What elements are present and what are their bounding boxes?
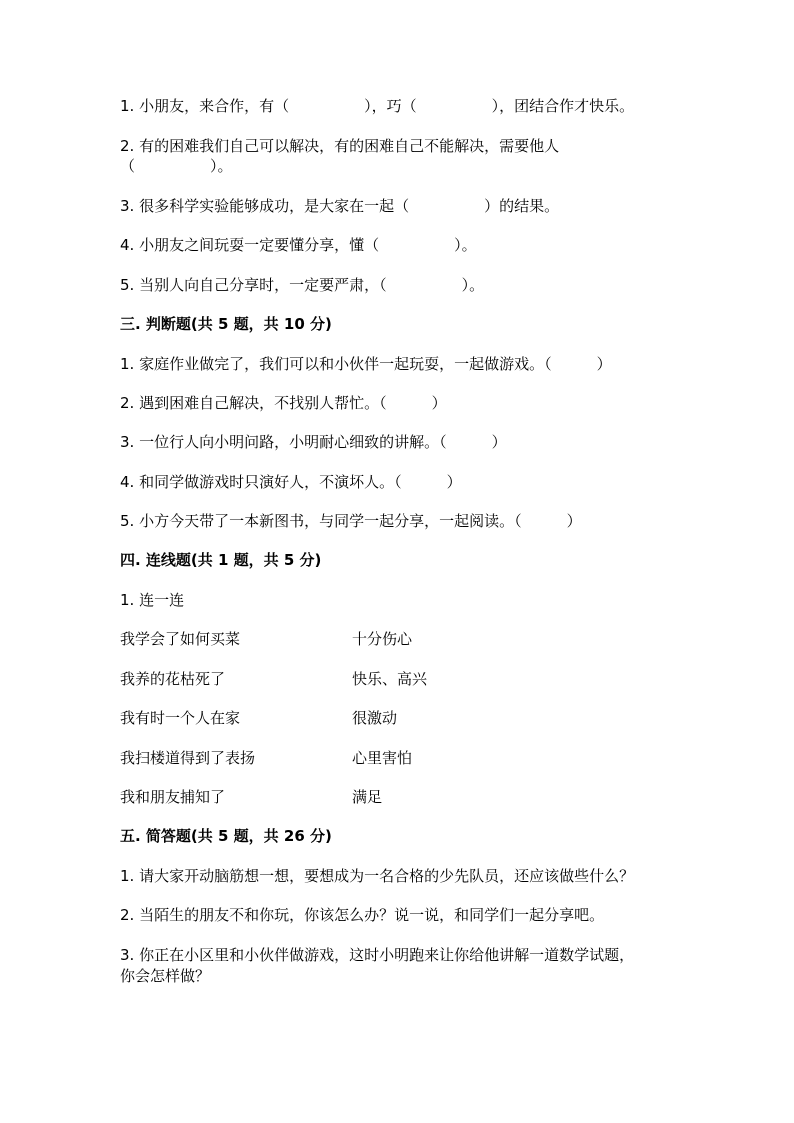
matching-left-item: 我学会了如何买菜 [120, 630, 241, 648]
judgment-q1: 1. 家庭作业做完了，我们可以和小伙伴一起玩耍，一起做游戏。（ ） [120, 355, 612, 373]
judgment-q5: 5. 小方今天带了一本新图书，与同学一起分享，一起阅读。（ ） [120, 512, 582, 530]
fill-blank-q5: 5. 当别人向自己分享时，一定要严肃，（ ）。 [120, 276, 485, 294]
judgment-q4: 4. 和同学做游戏时只演好人，不演坏人。（ ） [120, 473, 462, 491]
short-answer-q1: 1. 请大家开动脑筋想一想，要想成为一名合格的少先队员，还应该做些什么？ [120, 867, 635, 885]
section-heading-short-answer: 五. 简答题(共 5 题，共 26 分) [120, 827, 332, 845]
fill-blank-q2: 2. 有的困难我们自己可以解决，有的困难自己不能解决，需要他人 [120, 137, 560, 155]
fill-blank-q1: 1. 小朋友，来合作，有（ ），巧（ ），团结合作才快乐。 [120, 97, 635, 115]
section-heading-matching: 四. 连线题(共 1 题，共 5 分) [120, 551, 322, 569]
fill-blank-q4: 4. 小朋友之间玩耍一定要懂分享，懂（ ）。 [120, 236, 477, 254]
section-heading-judgment: 三. 判断题(共 5 题，共 10 分) [120, 315, 332, 333]
matching-right-item: 满足 [352, 788, 383, 806]
matching-left-item: 我和朋友捕知了 [120, 788, 226, 806]
matching-right-item: 快乐、高兴 [352, 670, 428, 688]
fill-blank-q3: 3. 很多科学实验能够成功，是大家在一起（ ）的结果。 [120, 197, 560, 215]
fill-blank-q2-cont: （ ）。 [120, 157, 233, 175]
matching-right-item: 十分伤心 [352, 630, 413, 648]
matching-right-item: 心里害怕 [352, 749, 413, 767]
matching-left-item: 我扫楼道得到了表扬 [120, 749, 256, 767]
matching-question: 1. 连一连 [120, 591, 185, 609]
short-answer-q2: 2. 当陌生的朋友不和你玩，你该怎么办？说一说，和同学们一起分享吧。 [120, 906, 605, 924]
short-answer-q3: 3. 你正在小区里和小伙伴做游戏，这时小明跑来让你给他讲解一道数学试题， [120, 946, 635, 964]
matching-left-item: 我养的花枯死了 [120, 670, 226, 688]
judgment-q2: 2. 遇到困难自己解决，不找别人帮忙。（ ） [120, 394, 447, 412]
judgment-q3: 3. 一位行人向小明问路，小明耐心细致的讲解。（ ） [120, 433, 507, 451]
short-answer-q3-cont: 你会怎样做？ [120, 967, 211, 985]
matching-left-item: 我有时一个人在家 [120, 709, 241, 727]
matching-right-item: 很激动 [352, 709, 398, 727]
